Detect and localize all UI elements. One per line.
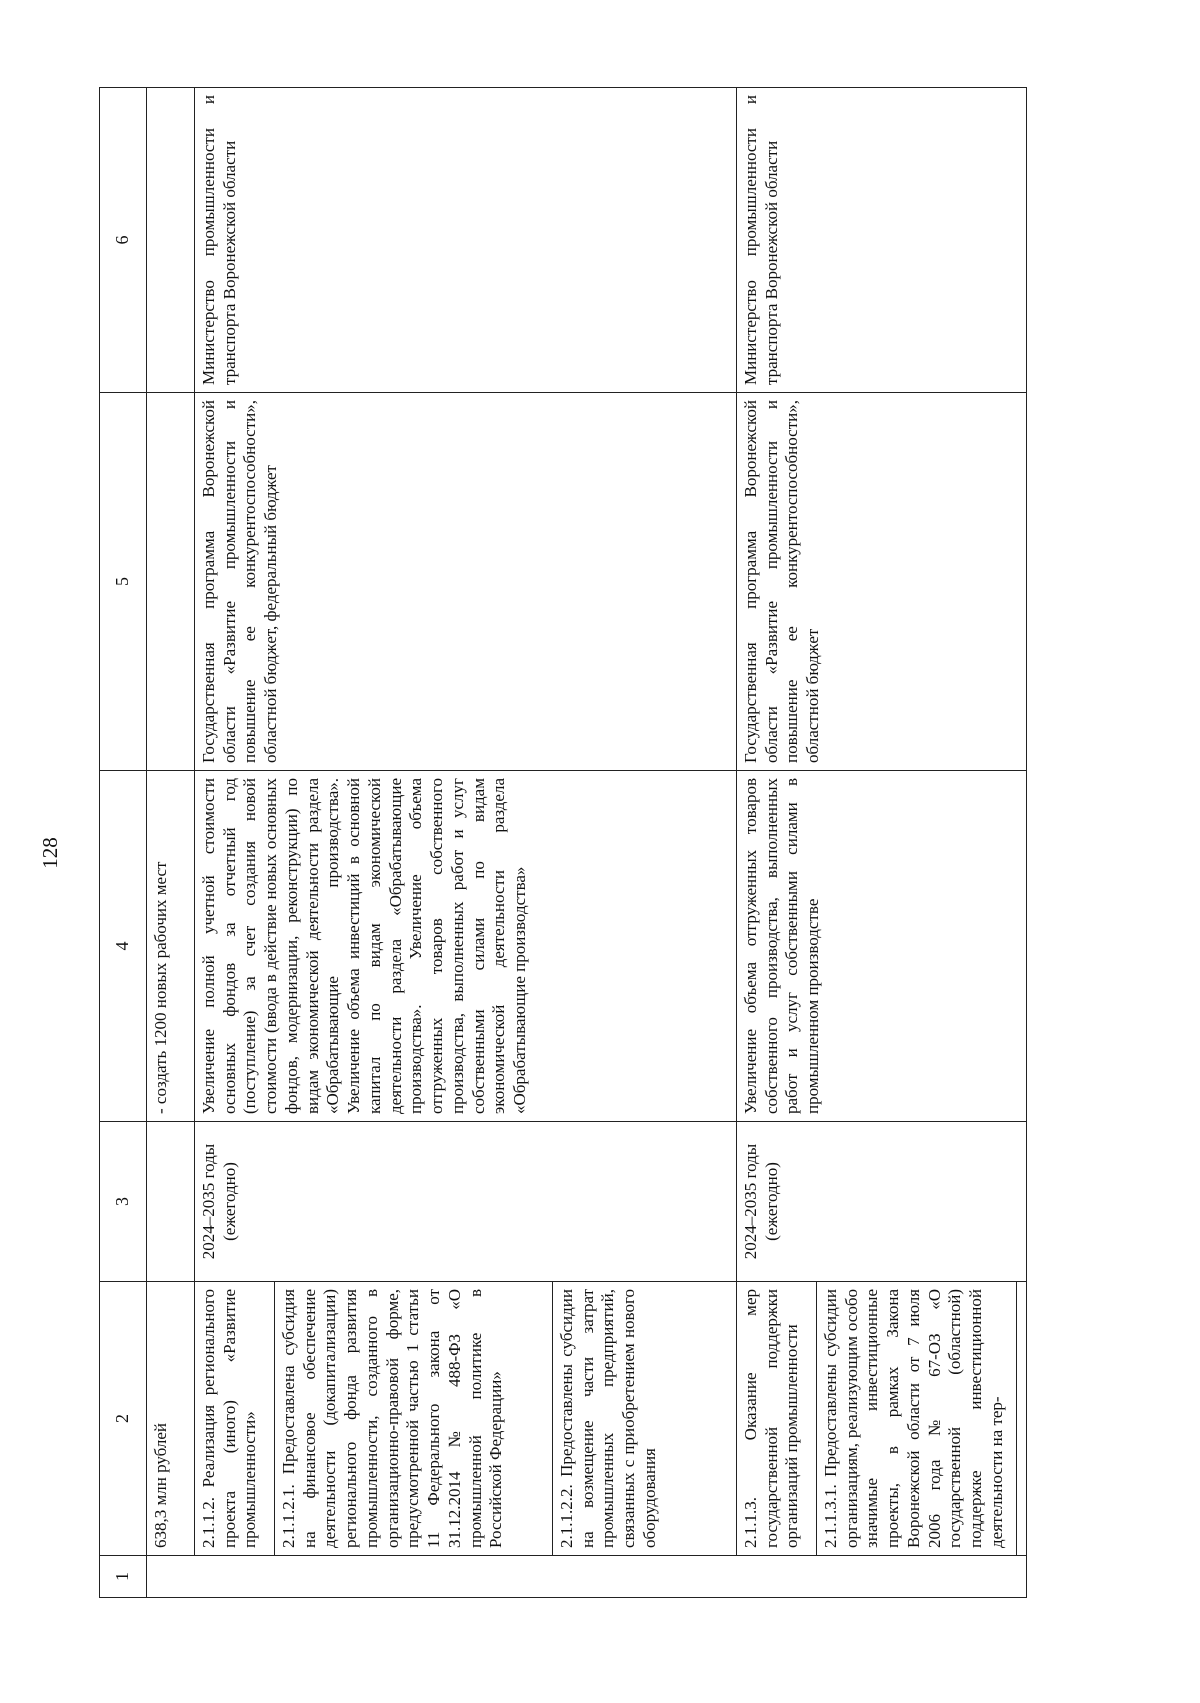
plan-table xyxy=(99,87,1027,1598)
item-2112-result: Увеличение полной учетной стоимости основных фондов за отчетный год (поступление) за счет создания новой стоимости (ввода в действие новых основных фондов, модернизации, реконструкции) по видам экономической деятельности раздела «Обрабатывающие производства». Увеличение объема инвестиций в основной капитал по видам экономической деятельности раздела «Обрабатывающие производства». Увеличение объема отгруженных товаров собственного производства, выполненных работ и услуг собственными силами по видам экономической деятельности раздела «Обрабатывающие производства» xyxy=(195,771,737,1122)
header-col-5: 5 xyxy=(100,393,147,771)
item-2112-sub-1: 2.1.1.2.1. Предоставлена субсидия на финансовое обеспечение деятельности (докапитализации) регионального фонда развития промышленности, созданного в организационно-правовой форме, предусмотренной частью 1 статьи 11 Федерального закона от 31.12.2014 № 488-ФЗ «О промышленной политике в Российской Федерации» xyxy=(275,1282,553,1556)
item-2112-title: 2.1.1.2. Реализация регионального проекта (иного) «Развитие промышленности» xyxy=(195,1282,275,1556)
item-2112-source: Государственная программа Воронежской области «Развитие промышленности и повышение ее конкурентоспособности», областной бюджет, федеральный бюджет xyxy=(195,393,737,771)
item-2112-row xyxy=(195,88,275,1598)
continuation-col2: 638,3 млн рублей xyxy=(147,1282,195,1556)
header-col-1: 1 xyxy=(100,1556,147,1598)
item-2112-sub-2: 2.1.1.2.2. Предоставлены субсидии на возмещение части затрат промышленных предприятий, связанных с приобретением нового оборудования xyxy=(553,1282,737,1556)
item-2113-result: Увеличение объема отгруженных товаров собственного производства, выполненных работ и услуг собственными силами в промышленном производстве xyxy=(737,771,1027,1122)
header-col-6: 6 xyxy=(100,88,147,393)
page-number: 128 xyxy=(38,837,62,869)
filler-cell xyxy=(1017,1282,1027,1556)
column-1-blank xyxy=(147,1556,1027,1598)
item-2112-executor: Министерство промышленности и транспорта Воронежской области xyxy=(195,88,737,393)
continuation-col4: - создать 1200 новых рабочих мест xyxy=(147,771,195,1122)
item-2113-period: 2024–2035 годы (ежегодно) xyxy=(737,1122,1027,1282)
item-2113-sub-1: 2.1.1.3.1. Предоставлены субсидии организациям, реализующим особо значимые инвестиционные проекты, в рамках Закона Воронежской области от 7 июля 2006 года № 67-ОЗ «О государственной (областной) поддержке инвестиционной деятельности на тер- xyxy=(817,1282,1017,1556)
item-2113-executor: Министерство промышленности и транспорта Воронежской области xyxy=(737,88,1027,393)
header-row xyxy=(100,88,147,1598)
continuation-col3 xyxy=(147,1122,195,1282)
item-2113-source: Государственная программа Воронежской области «Развитие промышленности и повышение ее конкурентоспособности», областной бюджет xyxy=(737,393,1027,771)
header-col-4: 4 xyxy=(100,771,147,1122)
header-col-3: 3 xyxy=(100,1122,147,1282)
continuation-col6 xyxy=(147,88,195,393)
header-col-2: 2 xyxy=(100,1282,147,1556)
item-2112-period: 2024–2035 годы (ежегодно) xyxy=(195,1122,737,1282)
item-2113-row xyxy=(737,88,817,1598)
continuation-row xyxy=(147,88,195,1598)
plan-table-container xyxy=(99,88,1129,1598)
item-2113-title: 2.1.1.3. Оказание мер государственной поддержки организаций промышленности xyxy=(737,1282,817,1556)
continuation-col5 xyxy=(147,393,195,771)
